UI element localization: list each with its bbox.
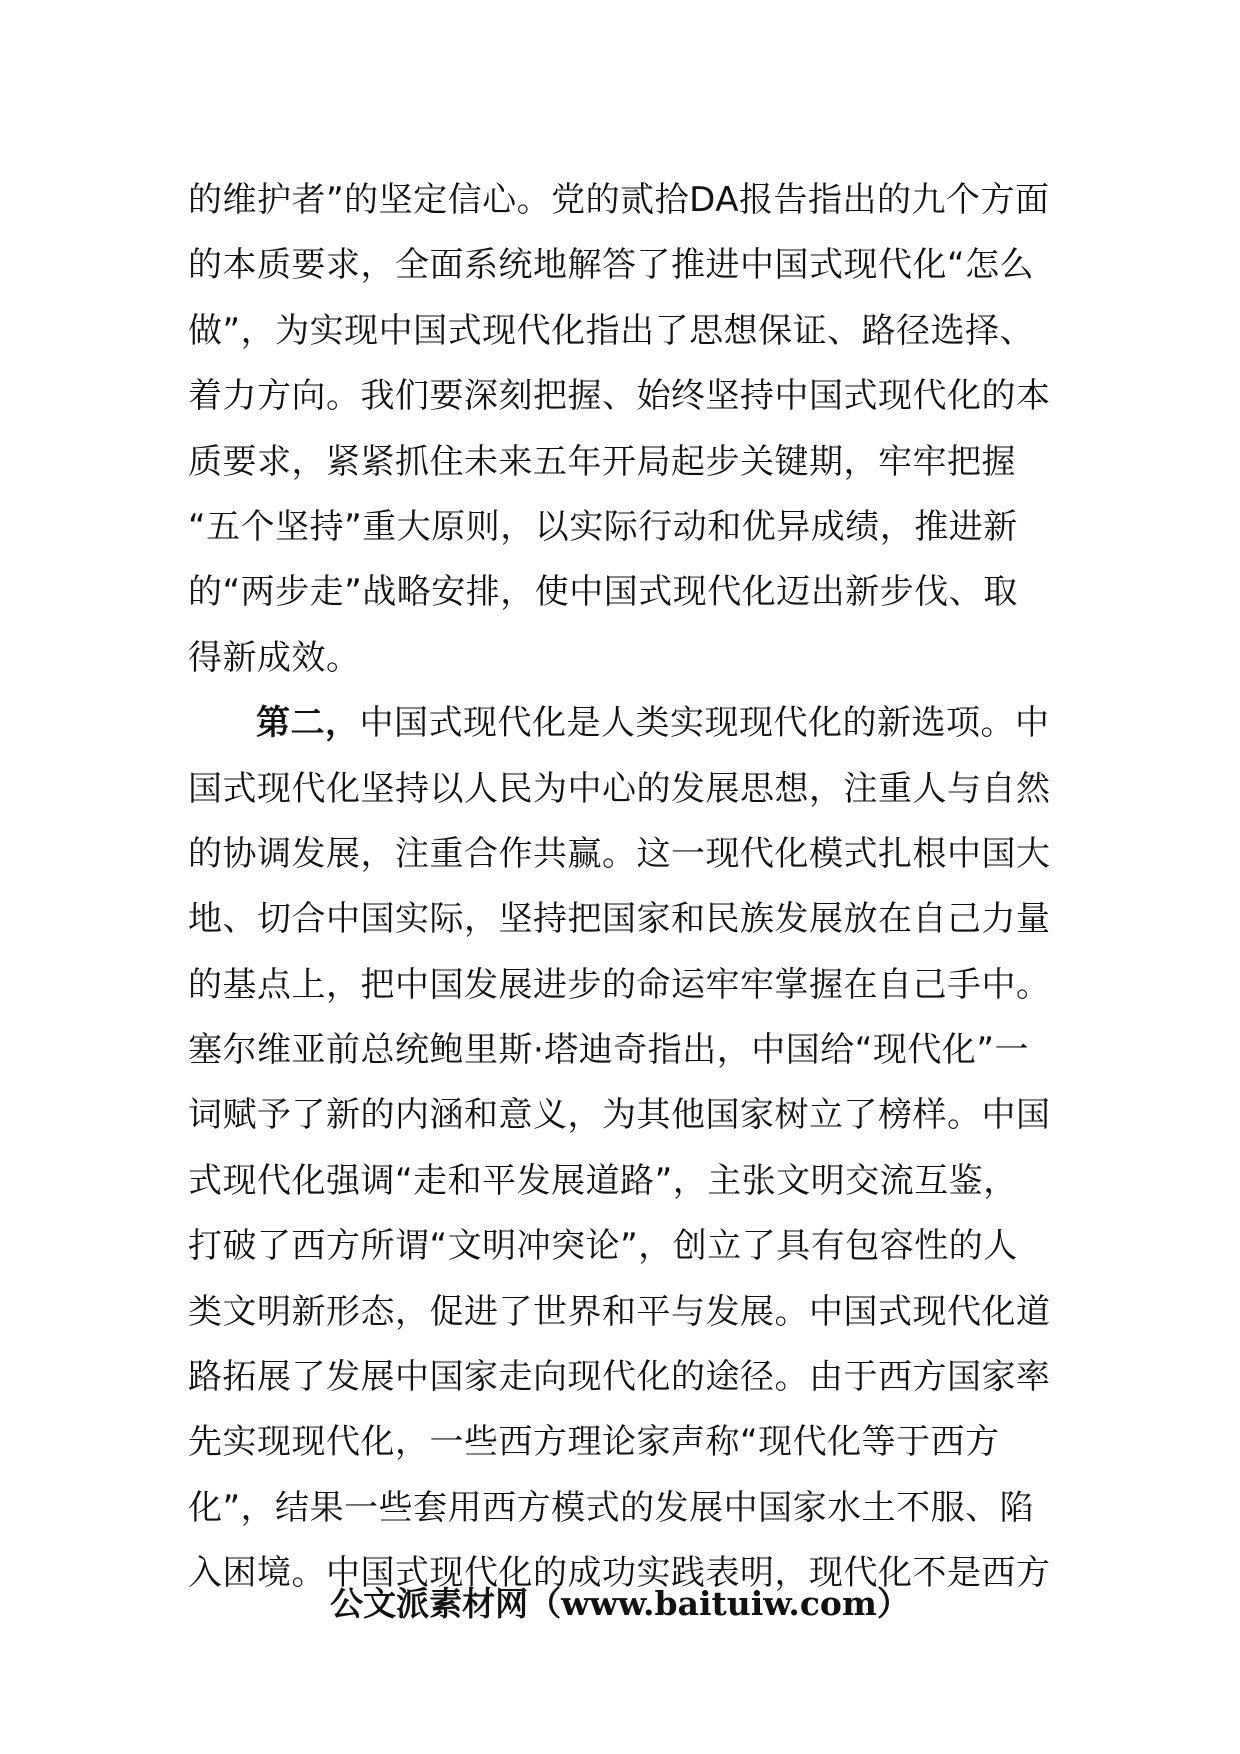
text-line: 路拓展了发展中国家走向现代化的途径。由于西方国家率 (188, 1357, 1051, 1398)
text-line: 的“两步走”战略安排，使中国式现代化迈出新步伐、取 (188, 572, 1018, 613)
text-line: 国式现代化坚持以人民为中心的发展思想，注重人与自然 (188, 768, 1051, 809)
text-line: 先实现现代化，一些西方理论家声称“现代化等于西方 (188, 1422, 1000, 1463)
paragraph-first-line-text: 中国式现代化是人类实现现代化的新选项。中 (359, 703, 1050, 744)
text-line: 的协调发展，注重合作共赢。这一现代化模式扎根中国大 (188, 833, 1051, 874)
text-line: 类文明新形态，促进了世界和平与发展。中国式现代化道 (188, 1291, 1051, 1332)
text-line: 式现代化强调“走和平发展道路”，主张文明交流互鉴， (188, 1160, 1018, 1201)
text-line: 入困境。中国式现代化的成功实践表明，现代化不是西方 (188, 1553, 1051, 1594)
text-line: 的本质要求，全面系统地解答了推进中国式现代化“怎么 (188, 245, 1035, 286)
text-line: 得新成效。 (188, 637, 361, 678)
page-footer: 公文派素材网（www.baituiw.com） (330, 1584, 910, 1623)
text-line: 的维护者”的坚定信心。党的贰拾DA报告指出的九个方面 (188, 180, 1050, 220)
text-line: 塞尔维亚前总统鲍里斯·塔迪奇指出，中国给“现代化”一 (188, 1030, 1030, 1071)
text-line: 质要求，紧紧抓住未来五年开局起步关键期，牢牢把握 (188, 441, 1016, 482)
text-line: 词赋予了新的内涵和意义，为其他国家树立了榜样。中国 (188, 1095, 1051, 1136)
paragraph-lead: 第二， (256, 703, 360, 744)
text-line: 的基点上，把中国发展进步的命运牢牢掌握在自己手中。 (188, 964, 1051, 1005)
text-line: 着力方向。我们要深刻把握、始终坚持中国式现代化的本 (188, 376, 1051, 417)
text-line: 化”，结果一些套用西方模式的发展中国家水土不服、陷 (188, 1487, 1035, 1528)
document-body (188, 168, 1058, 1607)
paragraph-first-line (188, 691, 1058, 756)
text-line: “五个坚持”重大原则，以实际行动和优异成绩，推进新 (188, 506, 1018, 547)
text-line: 地、切合中国实际，坚持把国家和民族发展放在自己力量 (188, 899, 1051, 940)
text-line: 做”，为实现中国式现代化指出了思想保证、路径选择、 (188, 310, 1035, 351)
text-line: 打破了西方所谓“文明冲突论”，创立了具有包容性的人 (188, 1226, 1018, 1267)
